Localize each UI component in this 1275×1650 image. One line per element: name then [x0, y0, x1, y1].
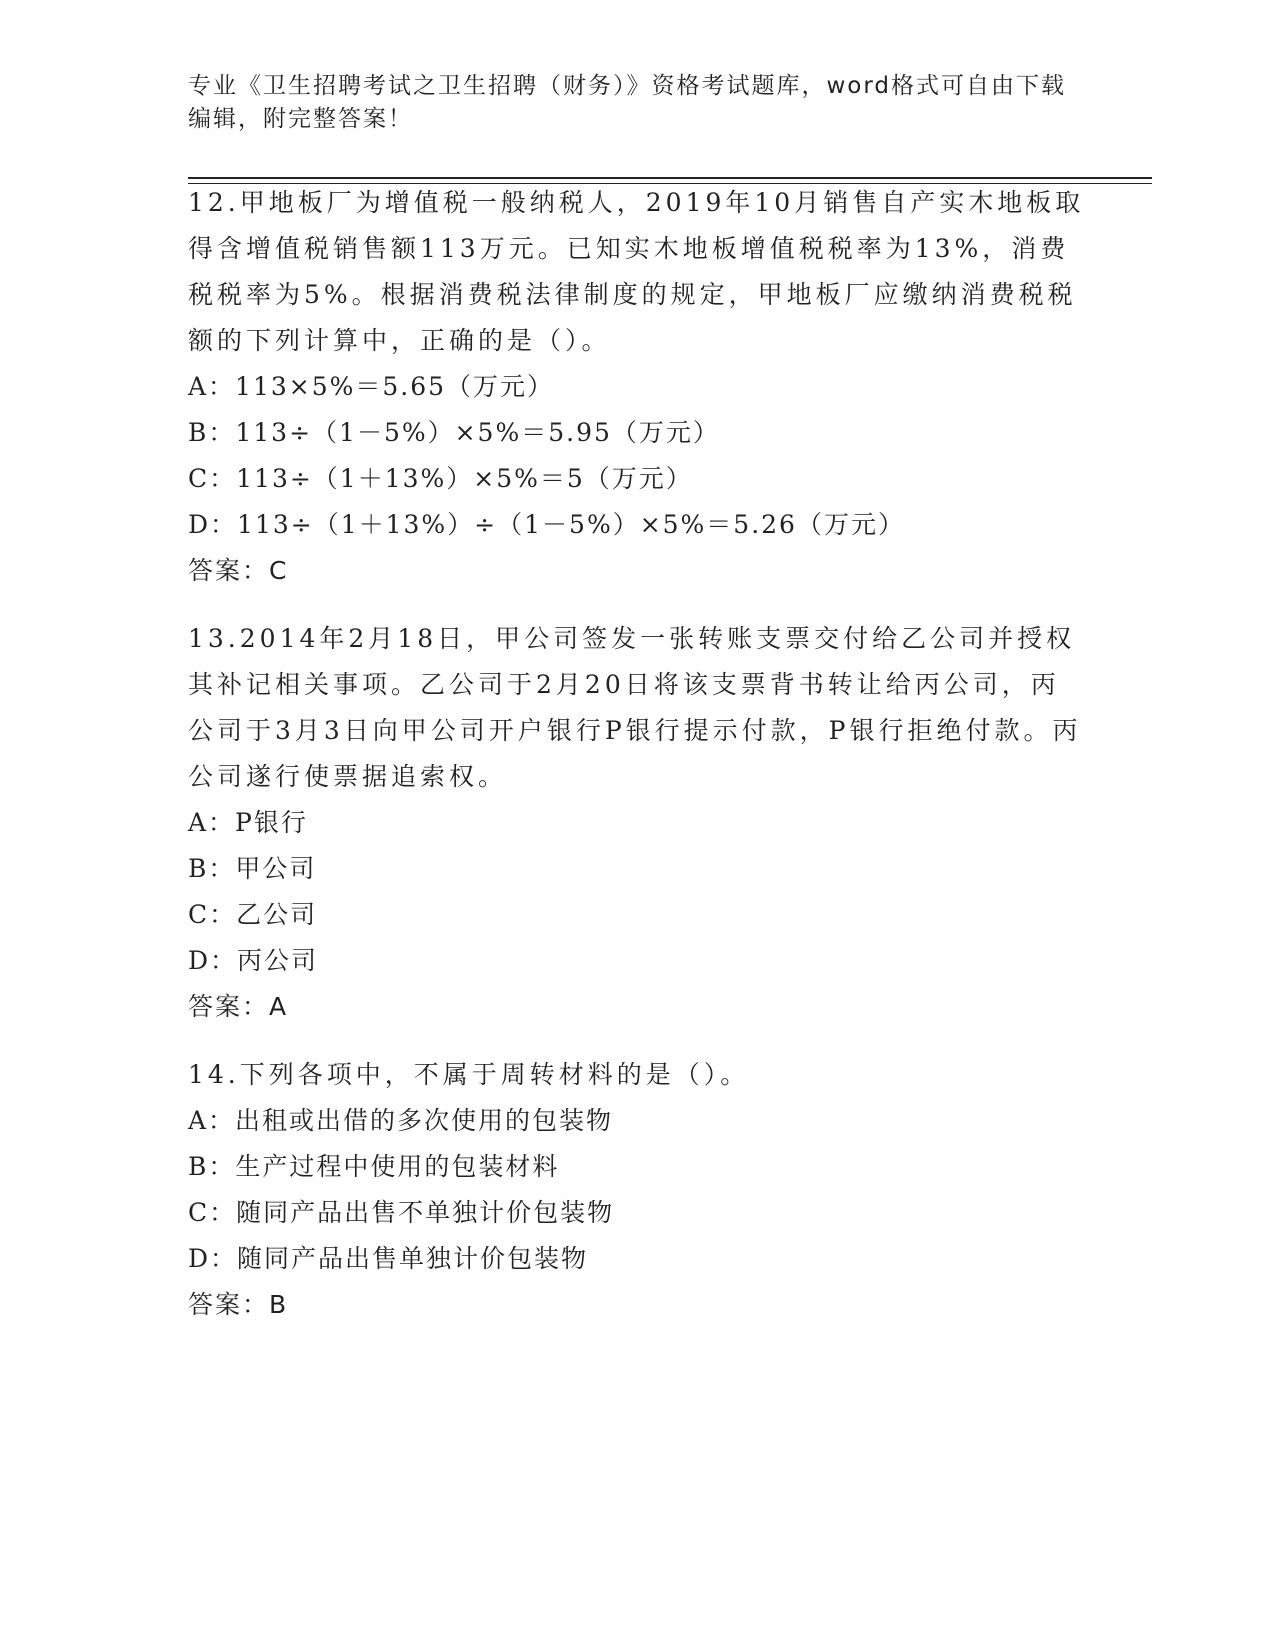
option-c: C：乙公司	[188, 900, 318, 929]
option-d: D：随同产品出售单独计价包装物	[188, 1244, 589, 1273]
answer-label: 答案：A	[188, 992, 289, 1021]
question-13	[188, 616, 1088, 1030]
question-stem: 14.下列各项中，不属于周转材料的是（）。	[188, 1060, 750, 1089]
option-b: B：生产过程中使用的包装材料	[188, 1152, 560, 1181]
option-c: C：113÷（1＋13%）×5%＝5（万元）	[188, 464, 693, 493]
header-divider-thick	[188, 177, 1152, 179]
answer-label: 答案：B	[188, 1290, 289, 1319]
option-d: D：丙公司	[188, 946, 319, 975]
option-a: A：P银行	[188, 808, 308, 837]
question-stem: 13.2014年2月18日，甲公司签发一张转账支票交付给乙公司并授权其补记相关事项。乙公司于2月20日将该支票背书转让给丙公司，丙公司于3月3日向甲公司开户银行P银行提示付款，P银行拒绝付款。丙公司遂行使票据追索权。	[188, 624, 1082, 791]
option-d: D：113÷（1＋13%）÷（1－5%）×5%＝5.26（万元）	[188, 510, 905, 539]
question-stem: 12.甲地板厂为增值税一般纳税人，2019年10月销售自产实木地板取得含增值税销售额113万元。已知实木地板增值税税率为13%，消费税税率为5%。根据消费税法律制度的规定，甲地板厂应缴纳消费税税额的下列计算中，正确的是（）。	[188, 188, 1085, 355]
option-c: C：随同产品出售不单独计价包装物	[188, 1198, 615, 1227]
option-b: B：113÷（1－5%）×5%＝5.95（万元）	[188, 418, 720, 447]
question-12	[188, 180, 1088, 594]
option-b: B：甲公司	[188, 854, 317, 883]
question-14	[188, 1052, 1088, 1328]
option-a: A：出租或出借的多次使用的包装物	[188, 1106, 614, 1135]
document-header: 专业《卫生招聘考试之卫生招聘（财务）》资格考试题库，word格式可自由下载编辑，附完整答案！	[188, 73, 1067, 132]
option-a: A：113×5%＝5.65（万元）	[188, 372, 555, 401]
answer-label: 答案：C	[188, 556, 289, 585]
